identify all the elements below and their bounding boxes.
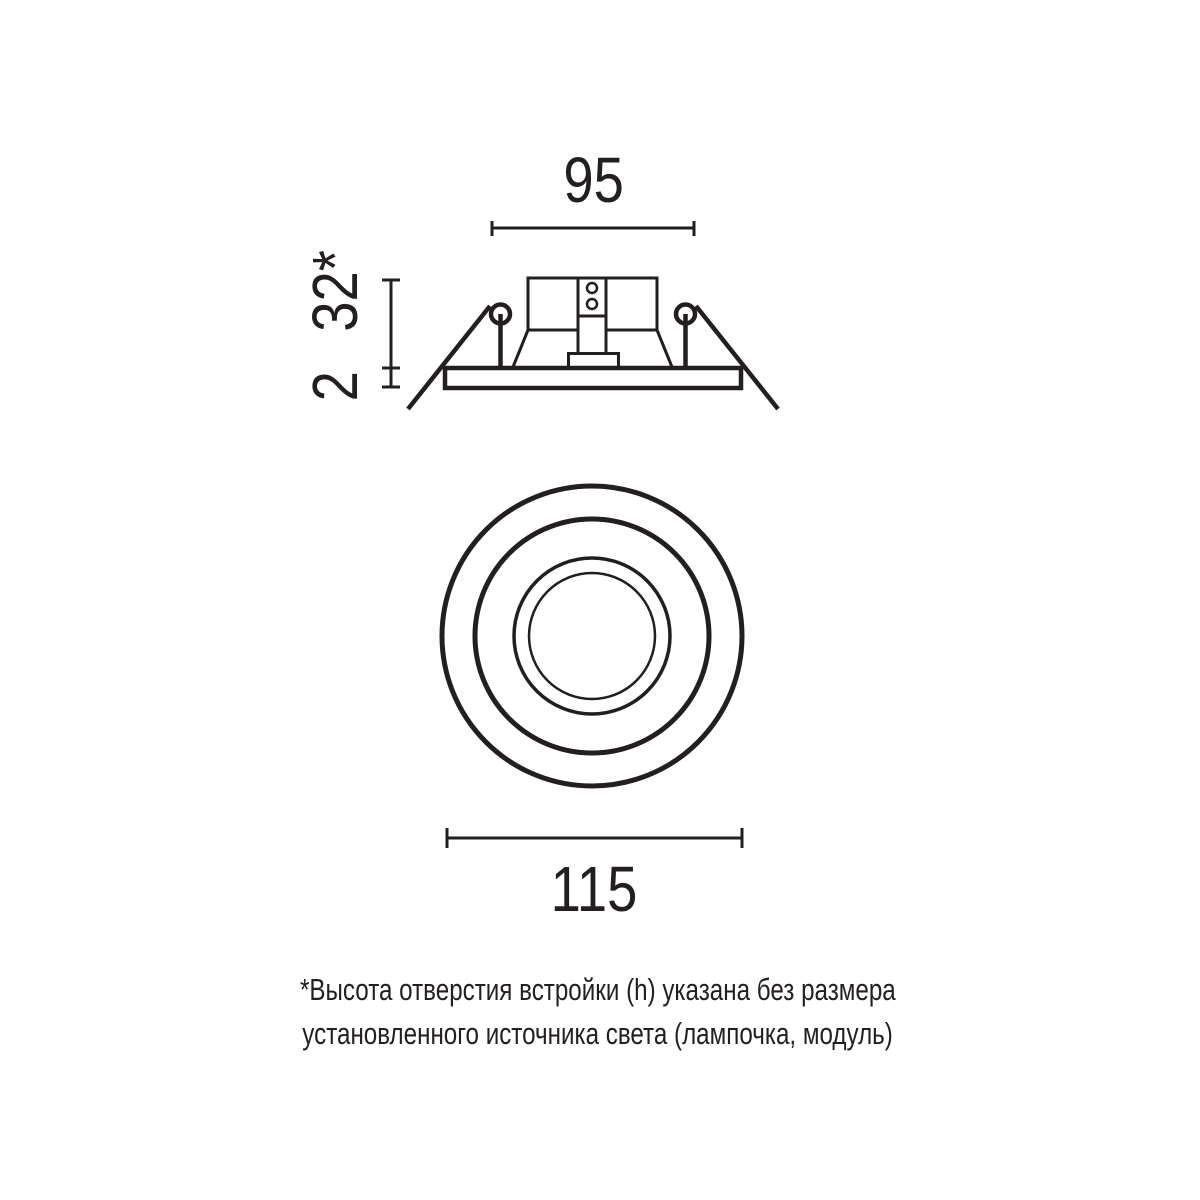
screw-bottom [587,299,597,309]
side-view [408,278,778,409]
spring-left-arm [408,306,490,409]
outer-trim-ring [442,486,742,786]
inner-trim-ring [475,519,709,753]
dim-value-32 [299,221,371,361]
dim-line-bottom-115 [447,828,742,848]
dim-value-2-text: 2 [299,370,371,402]
reflector-walls [513,330,672,367]
footnote [98,968,1098,1055]
spring-right [676,305,778,410]
dim-value-95-text: 95 [563,144,625,216]
dim-value-95 [544,144,644,216]
dim-line-top-95 [492,221,694,236]
spring-right-arm [696,306,778,409]
front-view [442,486,742,786]
screw-top [587,283,597,293]
trim-plate [445,368,741,388]
footnote-line-1 [98,968,1098,1012]
holder-base [569,354,619,368]
dim-value-2 [299,356,371,416]
housing-box [528,278,657,330]
dim-value-115-text: 115 [550,853,638,925]
lamp-opening [529,573,655,699]
footnote-line-2-text: установленного источника света (лампочка, модуль) [302,1015,894,1051]
dim-value-115 [519,853,669,925]
footnote-line-2 [98,1012,1098,1056]
bezel-ring [514,558,670,714]
footnote-line-1-text: *Высота отверстия встройки (h) указана без размера [300,972,896,1007]
dim-line-side-vertical [382,280,400,387]
spring-left [408,305,510,410]
center-channel [578,278,606,354]
dim-value-32-text: 32* [299,250,371,332]
